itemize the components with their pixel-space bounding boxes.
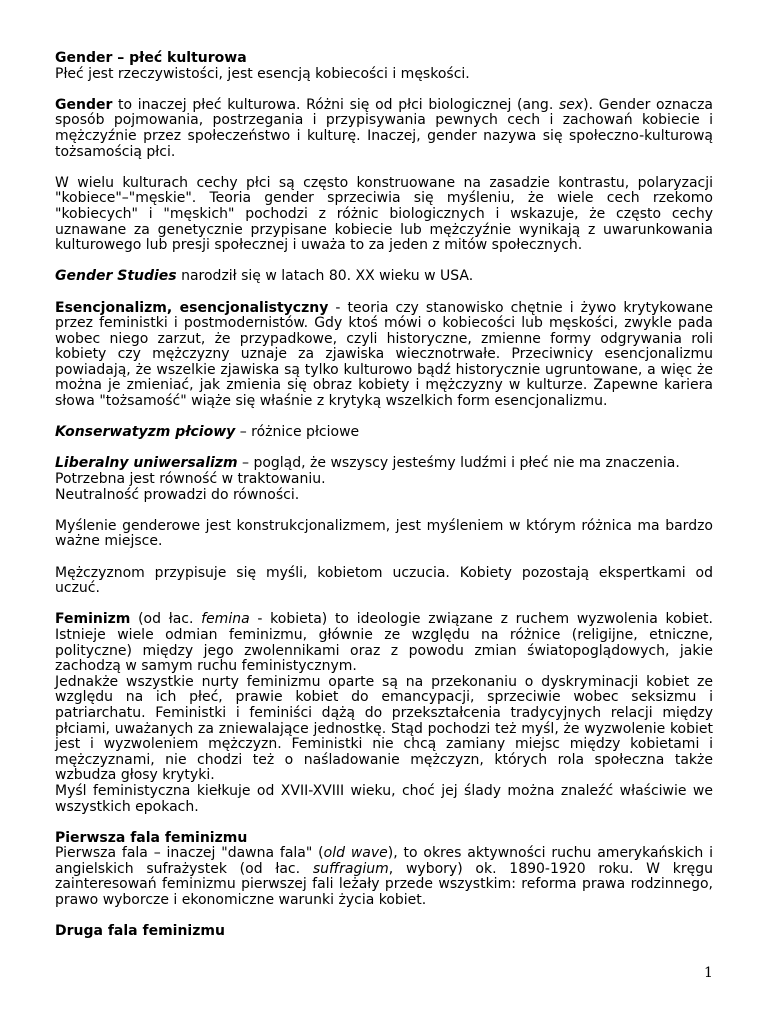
paragraph-line: Neutralność prowadzi do równości. — [55, 486, 300, 503]
paragraph-line — [55, 846, 713, 908]
page-number: 1 — [704, 965, 713, 981]
term-sex: sex — [558, 96, 584, 113]
paragraph-feminism-definition — [55, 612, 713, 674]
term-old-wave: old wave — [323, 845, 388, 862]
paragraph-text: - kobieta) to ideologie związane z ruchem wyzwolenia kobiet. Istnieje wiele odmian feminizmu, głównie ze względu na różnice (religijne, etniczne, polityczne) między jego zwolennikami oraz z powodu zmian światopoglądowych, jakie zachodzą w samym ruchu feministycznym. — [55, 611, 713, 675]
paragraph-text: Jednakże wszystkie nurty feminizmu oparte są na przekonaniu o dyskryminacji kobiet ze względu na ich płeć, prawie kobiet do emancypacji, sprzeciwie wobec seksizmu i patriarchatu. Feministki i feminiści dążą do przekształcenia tradycyjnych relacji między płciami, uważanych za zniewalające jednostkę. Stąd pochodzi też myśl, że wyzwolenie kobiet jest i wyzwoleniem mężczyzn. Feministki nie chcą zamiany miejsc między kobietami i mężczyznami, nie chodzi też o naśladowanie mężczyzn, których rola społeczna także wzbudza głosy krytyki. — [55, 673, 713, 784]
paragraph-men-women-attributes — [55, 566, 713, 597]
paragraph-text: Myślenie genderowe jest konstrukcjonalizmem, jest myśleniem w którym różnica ma bardzo ważne miejsce. — [55, 517, 713, 550]
term-gender-conservatism: Konserwatyzm płciowy — [55, 424, 236, 441]
paragraph-text: – różnice płciowe — [235, 424, 360, 441]
section-second-wave — [55, 924, 713, 940]
paragraph-text: - teoria czy stanowisko chętnie i żywo krytykowane przez feministki i postmodernistów. Gdy ktoś mówi o kobiecości lub męskości, zwykle pada wobec niego zarzut, że przypadkowe, czyli historyczne, zmienne formy odgrywania roli kobiety czy mężczyzny uznaje za zjawiska wiecznotrwałe. Przeciwnicy esencjonalizmu powiadają, że wszelkie zjawiska są tylko kulturowo bądź historycznie ugruntowane, a więc że można je zmieniać, jak zmienia się obraz kobiety i mężczyzny w kulturze. Zapewne kariera słowa "tożsamość" wiąże się właśnie z krytyką wszelkich form esencjonalizmu. — [55, 299, 713, 410]
paragraph-gender-conservatism — [55, 425, 713, 441]
section-heading: Pierwsza fala feminizmu — [55, 829, 248, 846]
paragraph-text: Płeć jest rzeczywistości, jest esencją kobiecości i męskości. — [55, 65, 470, 82]
paragraph-text: Mężczyznom przypisuje się myśli, kobietom uczucia. Kobiety pozostają ekspertkami od uczuć. — [55, 564, 713, 597]
section-first-wave — [55, 831, 713, 909]
paragraph-feminism-history — [55, 784, 713, 815]
paragraph-text: narodził się w latach 80. XX wieku w USA. — [176, 268, 474, 285]
term-essentialism: Esencjonalizm, esencjonalistyczny — [55, 299, 329, 316]
paragraph-essentialism — [55, 301, 713, 410]
paragraph-line: Potrzebna jest równość w traktowaniu. — [55, 471, 326, 488]
paragraph-gender-studies — [55, 269, 713, 285]
paragraph-line — [55, 456, 713, 472]
section-heading: Druga fala feminizmu — [55, 923, 225, 940]
paragraph-text: Myśl feministyczna kiełkuje od XVII-XVIII wieku, choć jej ślady można znaleźć właściwie we wszystkich epokach. — [55, 782, 713, 815]
section-gender-intro — [55, 51, 713, 82]
term-gender: Gender — [55, 96, 113, 113]
paragraph-feminism-currents — [55, 675, 713, 784]
paragraph-text: Pierwsza fala – inaczej "dawna fala" ( — [55, 845, 324, 862]
paragraph-text: ). Gender oznacza sposób pojmowania, postrzegania i przypisywania pewnych cech i zachowań kobiecie i mężczyźnie przez społeczeństwo i kulturę. Inaczej, gender nazywa się społeczno-kulturową tożsamością płci. — [55, 96, 714, 160]
document-page — [55, 51, 713, 955]
paragraph-culture-polarization — [55, 176, 713, 254]
section-heading: Gender – płeć kulturowa — [55, 50, 247, 66]
paragraph-text: to inaczej płeć kulturowa. Różni się od płci biologicznej (ang. — [112, 96, 559, 113]
paragraph-text: ), to okres aktywności ruchu amerykańskich i angielskich sufrażystek (od łac. — [55, 845, 713, 877]
term-gender-studies: Gender Studies — [55, 268, 177, 285]
term-femina: femina — [201, 611, 250, 628]
term-feminism: Feminizm — [55, 611, 131, 628]
paragraph-text: , wybory) ok. 1890-1920 roku. W kręgu zainteresowań feminizmu pierwszej fali leżały przede wszystkim: reforma prawa rodzinnego, prawo wyborcze i ekonomiczne warunki życia kobiet. — [55, 860, 713, 909]
paragraph-text: (od łac. — [130, 611, 202, 628]
paragraph-gender-definition — [55, 98, 713, 160]
paragraph-text: – pogląd, że wszyscy jesteśmy ludźmi i płeć nie ma znaczenia. — [237, 455, 680, 472]
paragraph-liberal-universalism — [55, 456, 713, 503]
paragraph-text: W wielu kulturach cechy płci są często konstruowane na zasadzie kontrastu, polaryzacji "kobiece"–"męskie". Teoria gender sprzeciwia się myśleniu, że wiele cech rzekomo "kobiecych" i "męskich" pochodzi z różnic biologicznych i wskazuje, że często cechy uznawane za genetycznie przypisane kobiecie lub mężczyźnie wynikają z uwarunkowania kulturowego lub presji społecznej i uważa to za jeden z mitów społecznych. — [55, 174, 713, 254]
term-suffragium: suffragium — [312, 860, 389, 877]
term-liberal-universalism: Liberalny uniwersalizm — [55, 455, 238, 472]
paragraph-gender-thinking — [55, 519, 713, 550]
